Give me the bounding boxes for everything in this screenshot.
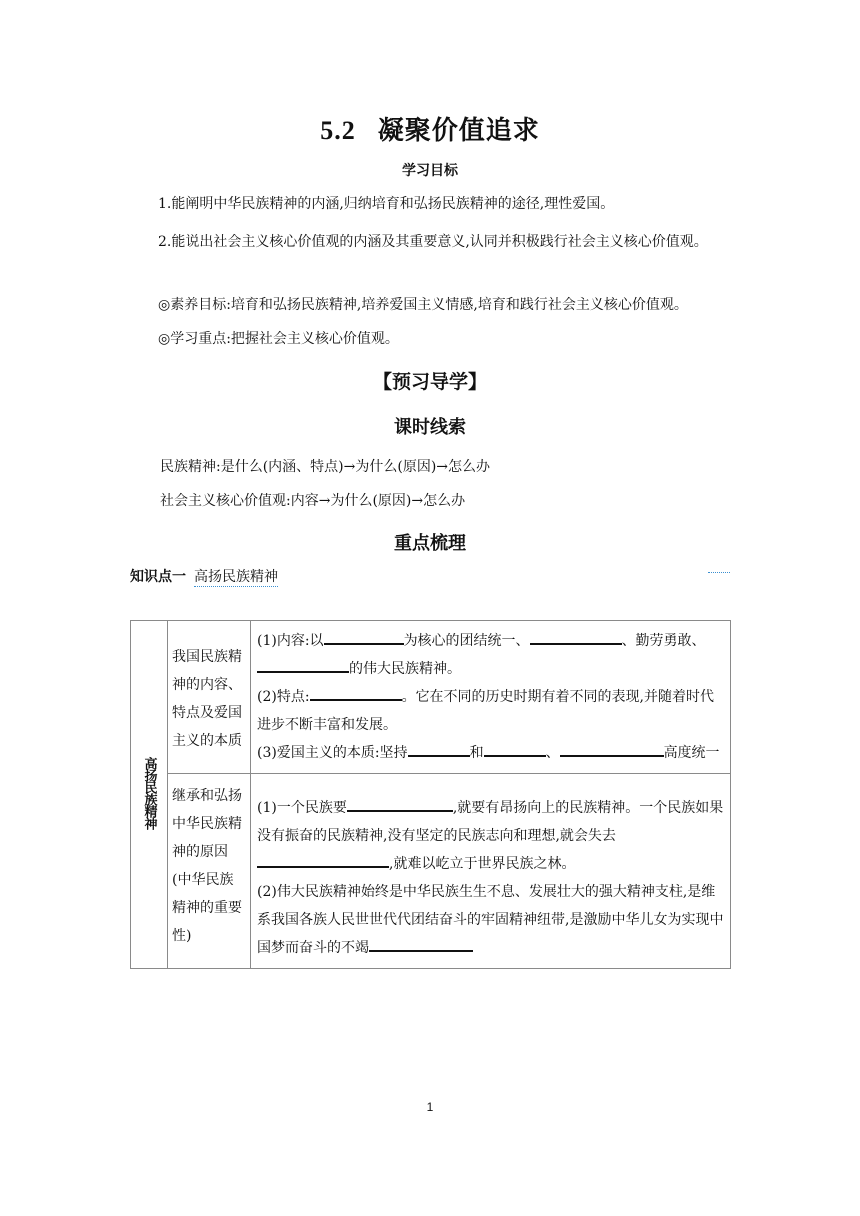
fill-blank — [530, 629, 622, 645]
table-side-label: 高扬民族精神 — [141, 756, 157, 829]
fill-blank — [310, 685, 402, 701]
knowledge-point-title: 高扬民族精神 — [194, 569, 278, 585]
section-title: 凝聚价值追求 — [377, 116, 540, 146]
fill-blank — [484, 741, 546, 757]
fill-blank — [560, 741, 664, 757]
knowledge-point-header — [130, 566, 730, 586]
table-topic: 我国民族精神的内容、特点及爱国主义的本质 — [172, 649, 242, 749]
goal-item-4: ◎学习重点:把握社会主义核心价值观。 — [158, 331, 399, 347]
content-paragraph — [257, 878, 724, 962]
key-points-heading: 重点梳理 — [394, 533, 466, 554]
text-span: (1)内容:以 — [257, 633, 324, 649]
text-span: (2)特点: — [257, 689, 310, 705]
lesson-clue-heading: 课时线索 — [394, 417, 466, 438]
fill-blank — [369, 936, 473, 952]
text-span: ,就难以屹立于世界民族之林。 — [389, 856, 576, 872]
text-span: 为核心的团结统一、 — [403, 633, 530, 649]
text-span: 。它在不同的历史时期有着不同的表现,并随着时代进步不断丰富和发展。 — [257, 689, 715, 733]
fill-blank — [257, 657, 349, 673]
content-paragraph — [257, 683, 724, 739]
table-side-cell — [131, 621, 168, 969]
preview-heading: 【预习导学】 — [372, 371, 487, 393]
table-topic-cell — [168, 621, 251, 774]
table-row — [131, 774, 731, 969]
text-span: ,就要有昂扬向上的民族精神。一个民族如果没有振奋的民族精神,没有坚定的民族志向和理想,就会失去 — [257, 800, 724, 844]
table-topic-cell — [168, 774, 251, 969]
table-content-cell — [251, 774, 731, 969]
knowledge-point-label: 知识点一 — [130, 569, 186, 585]
page-number: 1 — [426, 1100, 434, 1114]
text-span: (1)一个民族要 — [257, 800, 347, 816]
table-row — [131, 621, 731, 774]
fill-blank — [408, 741, 470, 757]
page-title — [0, 110, 860, 147]
text-span: (2)伟大民族精神始终是中华民族生生不息、发展壮大的强大精神支柱,是维系我国各族人民世世代代团结奋斗的牢固精神纽带,是激励中华儿女为实现中国梦而奋斗的不竭 — [257, 884, 724, 956]
goal-item-2: 2.能说出社会主义核心价值观的内涵及其重要意义,认同并积极践行社会主义核心价值观。 — [158, 234, 708, 250]
clue-line-2: 社会主义核心价值观:内容→为什么(原因)→怎么办 — [160, 493, 466, 509]
fill-blank — [257, 852, 389, 868]
table-topic: 继承和弘扬中华民族精神的原因(中华民族精神的重要性) — [172, 788, 242, 944]
text-span: 、 — [545, 745, 560, 761]
text-span: 的伟大民族精神。 — [349, 661, 461, 677]
text-span: (3)爱国主义的本质:坚持 — [257, 745, 408, 761]
text-span: 和 — [469, 745, 484, 761]
goal-item-3: ◎素养目标:培育和弘扬民族精神,培养爱国主义情感,培育和践行社会主义核心价值观。 — [158, 297, 688, 313]
content-paragraph — [257, 794, 724, 878]
learning-goals-heading: 学习目标 — [402, 163, 458, 179]
content-paragraph — [257, 739, 724, 767]
section-number: 5.2 — [320, 116, 356, 145]
fill-blank — [324, 629, 404, 645]
goal-item-1: 1.能阐明中华民族精神的内涵,归纳培育和弘扬民族精神的途径,理性爱国。 — [158, 196, 615, 212]
clue-line-1: 民族精神:是什么(内涵、特点)→为什么(原因)→怎么办 — [160, 459, 491, 475]
text-span: 高度统一 — [663, 745, 720, 761]
knowledge-table — [130, 620, 731, 969]
dotted-rule — [708, 572, 730, 573]
content-paragraph — [257, 627, 724, 683]
table-content-cell — [251, 621, 731, 774]
text-span: 、勤劳勇敢、 — [621, 633, 706, 649]
fill-blank — [347, 796, 453, 812]
